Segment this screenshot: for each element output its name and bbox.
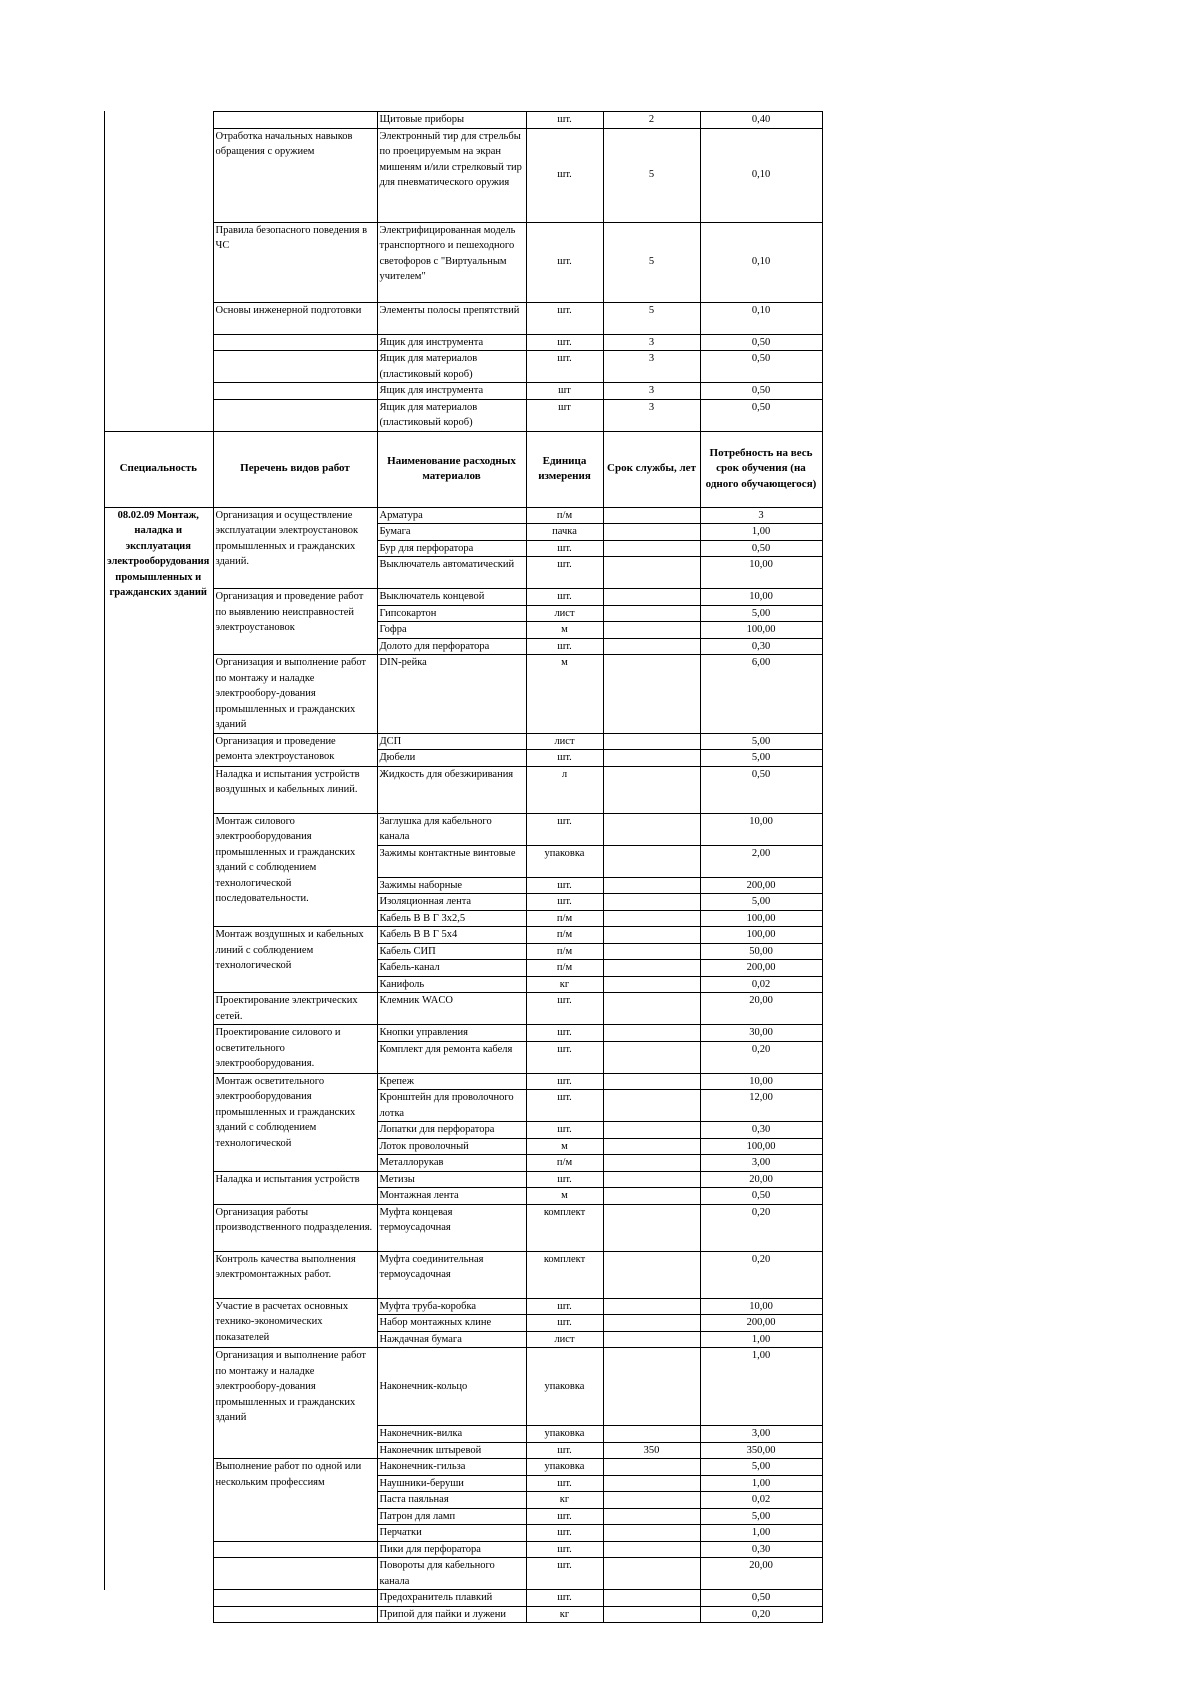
material-cell: Лоток проволочный (377, 1138, 526, 1155)
need-cell: 0,50 (700, 351, 822, 383)
material-cell: Кабель В В Г 3х2,5 (377, 910, 526, 927)
work-cell: Отработка начальных навыков обращения с оружием (213, 128, 377, 222)
unit-cell: шт. (526, 1041, 603, 1073)
material-cell: Зажимы контактные винтовые (377, 845, 526, 877)
need-cell: 100,00 (700, 622, 822, 639)
unit-cell: п/м (526, 960, 603, 977)
work-cell: Монтаж силового электрооборудования промышленных и гражданских зданий с соблюдением технологической последовательности. (213, 813, 377, 927)
life-cell (603, 845, 700, 877)
material-cell: Монтажная лента (377, 1188, 526, 1205)
material-cell: Кнопки управления (377, 1025, 526, 1042)
material-cell: Патрон для ламп (377, 1508, 526, 1525)
need-cell: 12,00 (700, 1090, 822, 1122)
life-cell (603, 976, 700, 993)
work-cell (213, 1558, 377, 1590)
material-cell: Выключатель автоматический (377, 557, 526, 589)
unit-cell: шт. (526, 1541, 603, 1558)
material-cell: Наконечник-вилка (377, 1426, 526, 1443)
unit-cell: комплект (526, 1204, 603, 1251)
material-cell: Муфта соединительная термоусадочная (377, 1251, 526, 1298)
need-cell: 5,00 (700, 750, 822, 767)
need-cell: 3,00 (700, 1426, 822, 1443)
unit-cell: шт. (526, 302, 603, 334)
need-cell: 10,00 (700, 589, 822, 606)
need-cell: 0,50 (700, 1188, 822, 1205)
life-cell (603, 1188, 700, 1205)
life-cell (603, 894, 700, 911)
need-cell: 200,00 (700, 1315, 822, 1332)
material-cell: Муфта труба-коробка (377, 1298, 526, 1315)
unit-cell: п/м (526, 943, 603, 960)
unit-cell: шт. (526, 1508, 603, 1525)
work-cell (213, 383, 377, 400)
material-cell: Бумага (377, 524, 526, 541)
need-cell: 10,00 (700, 1298, 822, 1315)
work-cell (213, 1590, 377, 1607)
life-cell (603, 1251, 700, 1298)
life-cell: 3 (603, 351, 700, 383)
material-cell: Изоляционная лента (377, 894, 526, 911)
unit-cell: шт. (526, 894, 603, 911)
work-cell: Монтаж воздушных и кабельных линий с соблюдением технологической (213, 927, 377, 993)
specialty-cell: 08.02.09 Монтаж, наладка и эксплуатация электрооборудования промышленных и гражданских зданий (107, 509, 210, 598)
material-cell: Наконечник штыревой (377, 1442, 526, 1459)
material-cell: Гипсокартон (377, 605, 526, 622)
need-cell: 5,00 (700, 733, 822, 750)
need-cell: 5,00 (700, 894, 822, 911)
need-cell: 0,40 (700, 112, 822, 129)
life-cell (603, 638, 700, 655)
header-works: Перечень видов работ (213, 431, 377, 507)
need-cell: 3,00 (700, 1155, 822, 1172)
unit-cell: м (526, 655, 603, 734)
unit-cell: п/м (526, 910, 603, 927)
material-cell: Канифоль (377, 976, 526, 993)
need-cell: 100,00 (700, 927, 822, 944)
table-row (104, 507, 822, 524)
life-cell (603, 557, 700, 589)
material-cell: Зажимы наборные (377, 877, 526, 894)
unit-cell: шт. (526, 1525, 603, 1542)
life-cell (603, 1122, 700, 1139)
life-cell (603, 524, 700, 541)
need-cell: 0,30 (700, 638, 822, 655)
need-cell: 1,00 (700, 1348, 822, 1426)
material-cell: Кабель В В Г 5х4 (377, 927, 526, 944)
life-cell (603, 1541, 700, 1558)
need-cell: 5,00 (700, 1459, 822, 1476)
unit-cell: шт. (526, 540, 603, 557)
unit-cell: шт. (526, 1442, 603, 1459)
need-cell: 0,30 (700, 1122, 822, 1139)
life-cell (603, 943, 700, 960)
need-cell: 0,02 (700, 1492, 822, 1509)
unit-cell: шт. (526, 750, 603, 767)
material-cell: Муфта концевая термоусадочная (377, 1204, 526, 1251)
need-cell: 20,00 (700, 1558, 822, 1590)
unit-cell: упаковка (526, 845, 603, 877)
unit-cell: шт. (526, 1475, 603, 1492)
need-cell: 0,50 (700, 1590, 822, 1607)
material-cell: Комплект для ремонта кабеля (377, 1041, 526, 1073)
unit-cell: п/м (526, 1155, 603, 1172)
life-cell (603, 540, 700, 557)
material-cell: Клемник WACO (377, 993, 526, 1025)
need-cell: 20,00 (700, 1171, 822, 1188)
need-cell: 100,00 (700, 910, 822, 927)
work-cell: Наладка и испытания устройств (213, 1171, 377, 1204)
need-cell: 1,00 (700, 524, 822, 541)
work-cell (213, 399, 377, 431)
need-cell: 0,10 (700, 128, 822, 222)
life-cell (603, 1073, 700, 1090)
need-cell: 50,00 (700, 943, 822, 960)
need-cell: 1,00 (700, 1525, 822, 1542)
material-cell: Набор монтажных клине (377, 1315, 526, 1332)
life-cell: 350 (603, 1442, 700, 1459)
life-cell (603, 1090, 700, 1122)
life-cell (603, 910, 700, 927)
life-cell (603, 927, 700, 944)
need-cell: 5,00 (700, 1508, 822, 1525)
material-cell: Перчатки (377, 1525, 526, 1542)
life-cell: 5 (603, 302, 700, 334)
unit-cell: м (526, 1138, 603, 1155)
header-need: Потребность на весь срок обучения (на одного обучающегося) (700, 431, 822, 507)
header-unit: Единица измерения (526, 431, 603, 507)
life-cell (603, 1508, 700, 1525)
life-cell (603, 993, 700, 1025)
life-cell (603, 1492, 700, 1509)
material-cell: Элементы полосы препятствий (377, 302, 526, 334)
need-cell: 0,30 (700, 1541, 822, 1558)
unit-cell: шт. (526, 1590, 603, 1607)
unit-cell: шт. (526, 1090, 603, 1122)
life-cell (603, 1525, 700, 1542)
need-cell: 0,50 (700, 383, 822, 400)
life-cell (603, 733, 700, 750)
unit-cell: упаковка (526, 1426, 603, 1443)
life-cell: 3 (603, 334, 700, 351)
unit-cell: шт. (526, 1122, 603, 1139)
need-cell: 1,00 (700, 1475, 822, 1492)
need-cell: 0,50 (700, 540, 822, 557)
material-cell: Ящик для инструмента (377, 383, 526, 400)
work-cell: Организация и выполнение работ по монтажу и наладке электрообору-дования промышленных и гражданских зданий (213, 1348, 377, 1459)
header-life: Срок службы, лет (603, 431, 700, 507)
need-cell: 30,00 (700, 1025, 822, 1042)
life-cell (603, 1298, 700, 1315)
unit-cell: шт. (526, 993, 603, 1025)
life-cell (603, 877, 700, 894)
unit-cell: шт. (526, 638, 603, 655)
need-cell: 0,50 (700, 334, 822, 351)
need-cell: 350,00 (700, 1442, 822, 1459)
unit-cell: кг (526, 1492, 603, 1509)
unit-cell: шт (526, 399, 603, 431)
material-cell: Предохранитель плавкий (377, 1590, 526, 1607)
life-cell (603, 1155, 700, 1172)
unit-cell: м (526, 1188, 603, 1205)
need-cell: 5,00 (700, 605, 822, 622)
header-material: Наименование расходных материалов (377, 431, 526, 507)
need-cell: 2,00 (700, 845, 822, 877)
material-cell: Электронный тир для стрельбы по проецируемым на экран мишеням и/или стрелковый тир для пневматического оружия (377, 128, 526, 222)
material-cell: Ящик для инструмента (377, 334, 526, 351)
work-cell: Организация и осуществление эксплуатации электроустановок промышленных и гражданских зданий. (213, 507, 377, 589)
need-cell: 0,10 (700, 302, 822, 334)
unit-cell: п/м (526, 507, 603, 524)
unit-cell: шт. (526, 813, 603, 845)
need-cell: 20,00 (700, 993, 822, 1025)
work-cell: Проектирование электрических сетей. (213, 993, 377, 1025)
life-cell: 3 (603, 399, 700, 431)
work-cell: Монтаж осветительного электрооборудования промышленных и гражданских зданий с соблюдением технологической (213, 1073, 377, 1171)
need-cell: 100,00 (700, 1138, 822, 1155)
unit-cell: кг (526, 976, 603, 993)
material-cell: Бур для перфоратора (377, 540, 526, 557)
life-cell (603, 655, 700, 734)
material-cell: Наждачная бумага (377, 1331, 526, 1348)
unit-cell: кг (526, 1606, 603, 1623)
need-cell: 200,00 (700, 877, 822, 894)
unit-cell: шт. (526, 557, 603, 589)
life-cell (603, 589, 700, 606)
life-cell (603, 605, 700, 622)
unit-cell: шт (526, 383, 603, 400)
need-cell: 0,50 (700, 399, 822, 431)
life-cell (603, 1138, 700, 1155)
unit-cell: комплект (526, 1251, 603, 1298)
unit-cell: шт. (526, 1073, 603, 1090)
unit-cell: лист (526, 605, 603, 622)
unit-cell: шт. (526, 1298, 603, 1315)
life-cell (603, 1606, 700, 1623)
unit-cell: шт. (526, 112, 603, 129)
unit-cell: лист (526, 733, 603, 750)
need-cell: 3 (700, 507, 822, 524)
unit-cell: шт. (526, 222, 603, 302)
material-cell: Выключатель концевой (377, 589, 526, 606)
need-cell: 0,20 (700, 1041, 822, 1073)
work-cell: Организация и выполнение работ по монтажу и наладке электрообору-дования промышленных и гражданских зданий (213, 655, 377, 734)
work-cell: Организация работы производственного подразделения. (213, 1204, 377, 1251)
material-cell: Крепеж (377, 1073, 526, 1090)
unit-cell: лист (526, 1331, 603, 1348)
unit-cell: упаковка (526, 1459, 603, 1476)
need-cell: 0,02 (700, 976, 822, 993)
header-row (104, 431, 822, 507)
unit-cell: м (526, 622, 603, 639)
life-cell: 5 (603, 128, 700, 222)
life-cell (603, 1590, 700, 1607)
work-cell (213, 351, 377, 383)
material-cell: Заглушка для кабельного канала (377, 813, 526, 845)
life-cell (603, 1204, 700, 1251)
unit-cell: шт. (526, 1315, 603, 1332)
life-cell (603, 1426, 700, 1443)
need-cell: 0,20 (700, 1606, 822, 1623)
life-cell (603, 1558, 700, 1590)
unit-cell: шт. (526, 128, 603, 222)
material-cell: Кронштейн для проволочного лотка (377, 1090, 526, 1122)
work-cell: Контроль качества выполнения электромонтажных работ. (213, 1251, 377, 1298)
life-cell (603, 813, 700, 845)
unit-cell: п/м (526, 927, 603, 944)
life-cell (603, 622, 700, 639)
material-cell: Наконечник-кольцо (377, 1348, 526, 1426)
life-cell: 2 (603, 112, 700, 129)
work-cell (213, 1541, 377, 1558)
material-cell: Припой для пайки и лужени (377, 1606, 526, 1623)
unit-cell: шт. (526, 877, 603, 894)
header-specialty: Специальность (104, 431, 213, 507)
table-row (104, 112, 822, 129)
unit-cell: упаковка (526, 1348, 603, 1426)
life-cell (603, 507, 700, 524)
life-cell (603, 1041, 700, 1073)
life-cell (603, 1475, 700, 1492)
unit-cell: л (526, 766, 603, 813)
material-cell: Повороты для кабельного канала (377, 1558, 526, 1590)
material-cell: Арматура (377, 507, 526, 524)
life-cell: 5 (603, 222, 700, 302)
life-cell (603, 1331, 700, 1348)
need-cell: 0,20 (700, 1204, 822, 1251)
material-cell: DIN-рейка (377, 655, 526, 734)
material-cell: Дюбели (377, 750, 526, 767)
life-cell: 3 (603, 383, 700, 400)
material-cell: Кабель СИП (377, 943, 526, 960)
material-cell: Лопатки для перфоратора (377, 1122, 526, 1139)
material-cell: Метизы (377, 1171, 526, 1188)
life-cell (603, 766, 700, 813)
need-cell: 10,00 (700, 557, 822, 589)
material-cell: Щитовые приборы (377, 112, 526, 129)
life-cell (603, 1171, 700, 1188)
material-cell: Электрифицированная модель транспортного и пешеходного светофоров с "Виртуальным учителем" (377, 222, 526, 302)
material-cell: Наконечник-гильза (377, 1459, 526, 1476)
unit-cell: шт. (526, 334, 603, 351)
material-cell: Гофра (377, 622, 526, 639)
material-cell: Ящик для материалов (пластиковый короб) (377, 399, 526, 431)
need-cell: 6,00 (700, 655, 822, 734)
life-cell (603, 1348, 700, 1426)
work-cell: Наладка и испытания устройств воздушных и кабельных линий. (213, 766, 377, 813)
material-cell: Пики для перфоратора (377, 1541, 526, 1558)
life-cell (603, 960, 700, 977)
life-cell (603, 750, 700, 767)
unit-cell: шт. (526, 1025, 603, 1042)
need-cell: 0,10 (700, 222, 822, 302)
material-cell: Долото для перфоратора (377, 638, 526, 655)
unit-cell: пачка (526, 524, 603, 541)
materials-table-body (104, 112, 822, 1623)
work-cell: Участие в расчетах основных технико-экономических показателей (213, 1298, 377, 1348)
work-cell (213, 112, 377, 129)
work-cell (213, 334, 377, 351)
unit-cell: шт. (526, 351, 603, 383)
need-cell: 1,00 (700, 1331, 822, 1348)
unit-cell: шт. (526, 1171, 603, 1188)
work-cell: Правила безопасного поведения в ЧС (213, 222, 377, 302)
unit-cell: шт. (526, 589, 603, 606)
materials-table (104, 111, 823, 1623)
need-cell: 10,00 (700, 1073, 822, 1090)
work-cell: Проектирование силового и осветительного электрооборудования. (213, 1025, 377, 1074)
work-cell: Выполнение работ по одной или нескольким профессиям (213, 1459, 377, 1542)
material-cell: Кабель-канал (377, 960, 526, 977)
material-cell: ДСП (377, 733, 526, 750)
work-cell: Организация и проведение ремонта электроустановок (213, 733, 377, 766)
material-cell: Металлорукав (377, 1155, 526, 1172)
need-cell: 0,50 (700, 766, 822, 813)
life-cell (603, 1459, 700, 1476)
material-cell: Жидкость для обезжиривания (377, 766, 526, 813)
life-cell (603, 1315, 700, 1332)
work-cell: Основы инженерной подготовки (213, 302, 377, 334)
work-cell (213, 1606, 377, 1623)
material-cell: Ящик для материалов (пластиковый короб) (377, 351, 526, 383)
need-cell: 0,20 (700, 1251, 822, 1298)
material-cell: Наушники-беруши (377, 1475, 526, 1492)
need-cell: 10,00 (700, 813, 822, 845)
need-cell: 200,00 (700, 960, 822, 977)
unit-cell: шт. (526, 1558, 603, 1590)
material-cell: Паста паяльная (377, 1492, 526, 1509)
work-cell: Организация и проведение работ по выявлению неисправностей электроустановок (213, 589, 377, 655)
life-cell (603, 1025, 700, 1042)
